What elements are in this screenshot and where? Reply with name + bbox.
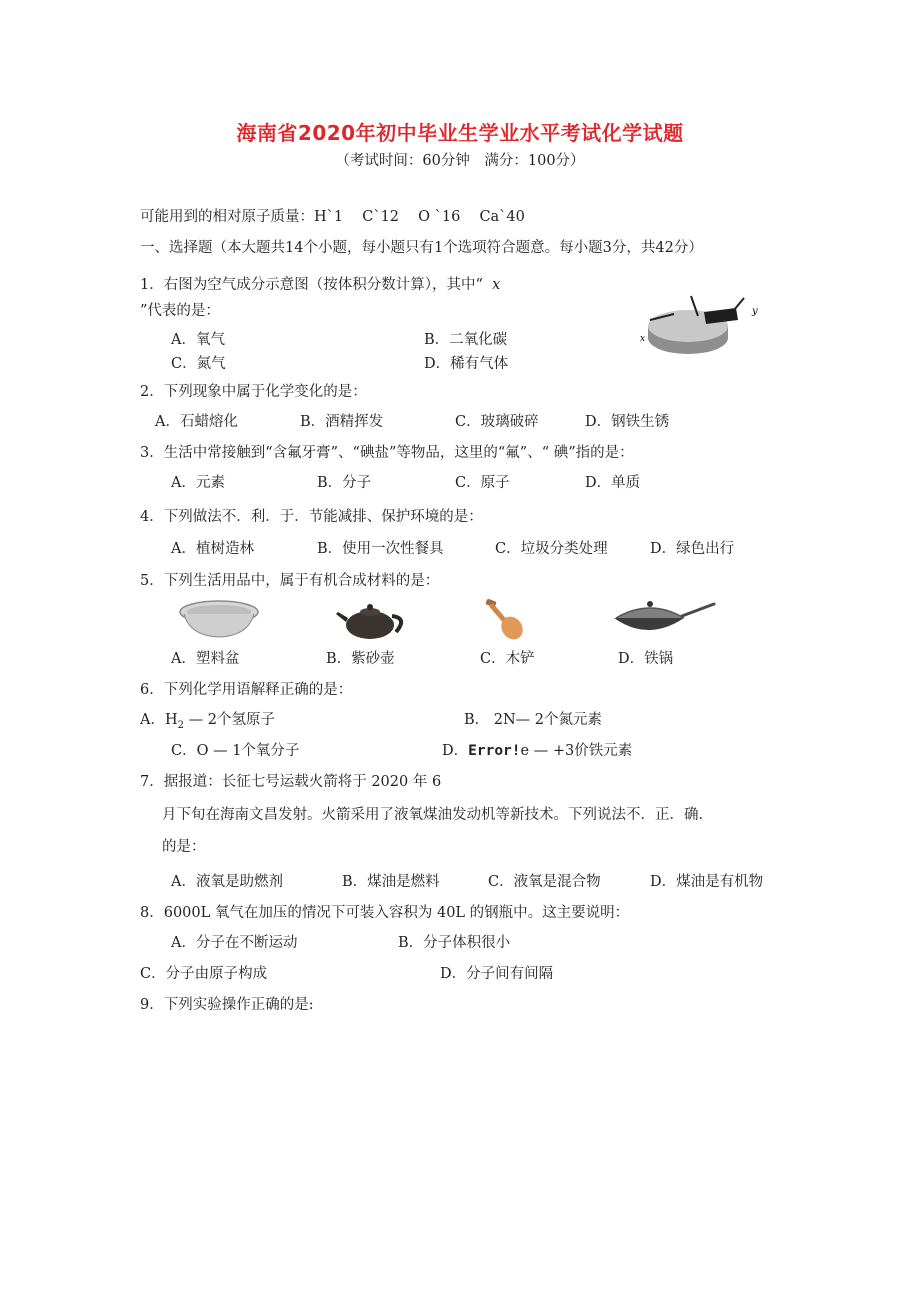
q6-option-c: C．O — 1个氧分子 xyxy=(171,743,300,759)
q2-option-c: C．玻璃破碎 xyxy=(455,414,539,430)
section-heading: 一、选择题（本大题共14个小题，每小题只有1个选项符合题意。每小题3分，共42分） xyxy=(140,240,703,256)
question-1-stem-b: ”代表的是： xyxy=(140,303,220,319)
q7-option-b: B．煤油是燃料 xyxy=(342,874,440,890)
q6-d-prefix: D． xyxy=(442,743,469,759)
question-1-stem-a: 1．右图为空气成分示意图（按体积分数计算），其中“ xyxy=(140,277,483,293)
question-6-stem: 6．下列化学用语解释正确的是： xyxy=(140,682,353,698)
pie-label-x: x xyxy=(640,334,646,344)
q4-option-d: D．绿色出行 xyxy=(650,541,735,557)
q7-option-a: A．液氧是助燃剂 xyxy=(171,874,283,890)
q1-option-b: B．二氧化碳 xyxy=(424,332,508,348)
air-composition-pie-chart xyxy=(636,290,766,370)
q8-option-b: B．分子体积很小 xyxy=(398,935,511,951)
question-8-stem: 8．6000L 氧气在加压的情况下可装入容积为 40L 的钢瓶中。这主要说明： xyxy=(140,905,630,921)
q7-option-c: C．液氧是混合物 xyxy=(488,874,601,890)
question-7-line-3: 的是： xyxy=(162,839,206,855)
question-1-x: x xyxy=(492,277,501,293)
question-2-stem: 2．下列现象中属于化学变化的是： xyxy=(140,384,367,400)
q6-a-prefix: A．H xyxy=(140,712,178,728)
q6-d-error: Error! xyxy=(468,743,521,759)
q6-option-a xyxy=(140,711,275,729)
question-3-stem: 3．生活中常接触到“含氟牙膏”、“碘盐”等物品，这里的“氟”、“ 碘”指的是： xyxy=(140,445,634,461)
q5-option-a: A．塑料盆 xyxy=(171,651,240,667)
question-7-line-2: 月下旬在海南文昌发射。火箭采用了液氧煤油发动机等新技术。下列说法不．正．确． xyxy=(162,807,713,823)
iron-wok-image xyxy=(608,596,718,644)
q8-option-c: C．分子由原子构成 xyxy=(140,966,268,982)
clay-teapot-image xyxy=(334,596,412,642)
q8-option-a: A．分子在不断运动 xyxy=(171,935,298,951)
q1-option-a: A．氧气 xyxy=(171,332,225,348)
q8-option-d: D．分子间有间隔 xyxy=(440,966,554,982)
question-1-stem xyxy=(140,276,500,294)
q6-a-suffix: — 2个氢原子 xyxy=(184,712,275,728)
q3-option-b: B．分子 xyxy=(317,475,372,491)
wooden-spatula-image xyxy=(482,598,532,642)
q4-option-a: A．植树造林 xyxy=(171,541,254,557)
q2-option-a: A．石蜡熔化 xyxy=(155,414,238,430)
q3-option-d: D．单质 xyxy=(585,475,641,491)
q6-a-subscript: 2 xyxy=(177,719,184,731)
plastic-basin-image xyxy=(178,598,260,640)
q6-option-b: B． 2N— 2个氮元素 xyxy=(464,712,603,728)
q4-option-c: C．垃圾分类处理 xyxy=(495,541,608,557)
q5-option-d: D．铁锅 xyxy=(618,651,674,667)
pie-pointer-y xyxy=(734,298,744,310)
page-title: 海南省2020年初中毕业生学业水平考试化学试题 xyxy=(236,121,684,145)
q2-option-d: D．钢铁生锈 xyxy=(585,414,670,430)
q6-option-d xyxy=(442,742,632,760)
q2-option-b: B．酒精挥发 xyxy=(300,414,384,430)
q3-option-a: A．元素 xyxy=(171,475,225,491)
question-4-stem: 4．下列做法不．利．于．节能减排、保护环境的是： xyxy=(140,509,483,525)
q6-d-suffix: e — +3价铁元素 xyxy=(520,743,633,759)
q1-option-d: D．稀有气体 xyxy=(424,356,509,372)
q3-option-c: C．原子 xyxy=(455,475,510,491)
question-9-stem: 9．下列实验操作正确的是: xyxy=(140,997,314,1013)
q7-option-d: D．煤油是有机物 xyxy=(650,874,764,890)
exam-info: （考试时间：60分钟 满分：100分） xyxy=(335,153,585,169)
pie-slice-small xyxy=(704,308,738,324)
question-5-stem: 5．下列生活用品中，属于有机合成材料的是： xyxy=(140,573,440,589)
q5-option-b: B．紫砂壶 xyxy=(326,651,395,667)
pie-label-y: y xyxy=(752,306,758,317)
question-7-line-1: 7．据报道：长征七号运载火箭将于 2020 年 6 xyxy=(140,774,442,790)
q1-option-c: C．氮气 xyxy=(171,356,226,372)
atomic-mass-line: 可能用到的相对原子质量：H`1 C`12 O `16 Ca`40 xyxy=(140,209,525,225)
q5-option-c: C．木铲 xyxy=(480,651,535,667)
q4-option-b: B．使用一次性餐具 xyxy=(317,541,444,557)
